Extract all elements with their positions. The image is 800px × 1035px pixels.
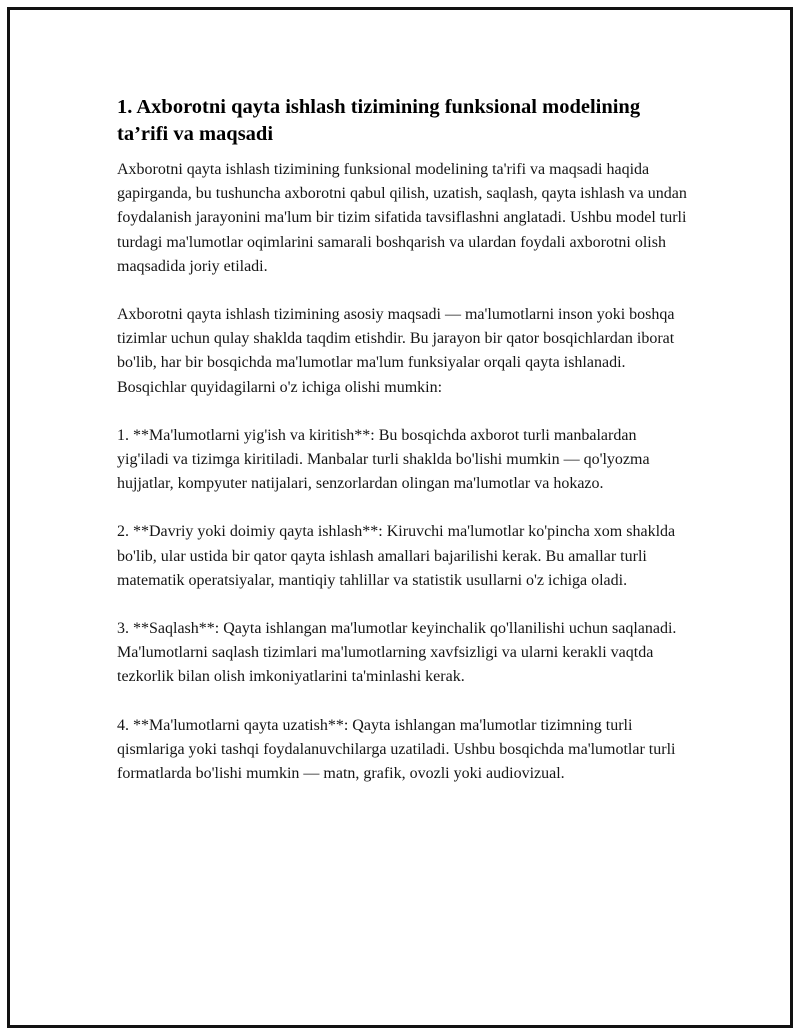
document-title: 1. Axborotni qayta ishlash tizimining funksional modelining ta’rifi va maqsadi [117,96,641,145]
paragraph-step-2: 2. **Davriy yoki doimiy qayta ishlash**: Kiruvchi ma'lumotlar ko'pincha xom shaklda bo'lib, ular ustida bir qator qayta ishlash amallari bajarilishi kerak. Bu amallar turli matematik operatsiyalar, mantiqiy tahlillar va statistik usullarni o'z ichiga oladi. [117,523,676,589]
document-body [117,94,687,810]
paragraph-step-3: 3. **Saqlash**: Qayta ishlangan ma'lumotlar keyinchalik qo'llanilishi uchun saqlanadi. Ma'lumotlarni saqlash tizimlari ma'lumotlarning xavfsizligi va ularni kerakli vaqtda tezkorlik bilan olish imkoniyatlarini ta'minlashi kerak. [117,620,677,686]
paragraph-intro: Axborotni qayta ishlash tizimining funksional modelining ta'rifi va maqsadi haqida gapirganda, bu tushuncha axborotni qabul qilish, uzatish, saqlash, qayta ishlash va undan foydalanish jarayonini ma'lum bir tizim sifatida tavsiflashni anglatadi. Ushbu model turli turdagi ma'lumotlar oqimlarini samarali boshqarish va ulardan foydali axborotni olish maqsadida joriy etiladi. [117,161,687,275]
paragraph-step-1: 1. **Ma'lumotlarni yig'ish va kiritish**: Bu bosqichda axborot turli manbalardan yig'iladi va tizimga kiritiladi. Manbalar turli shaklda bo'lishi mumkin — qo'lyozma hujjatlar, kompyuter natijalari, senzorlardan olingan ma'lumotlar va hokazo. [117,426,650,493]
paragraph-purpose: Axborotni qayta ishlash tizimining asosiy maqsadi — ma'lumotlarni inson yoki boshqa tizimlar uchun qulay shaklda taqdim etishdir. Bu jarayon bir qator bosqichlardan iborat bo'lib, har bir bosqichda ma'lumotlar ma'lum funksiyalar orqali qayta ishlanadi. Bosqichlar quyidagilarni o'z ichiga olishi mumkin: [117,306,675,396]
paragraph-step-4: 4. **Ma'lumotlarni qayta uzatish**: Qayta ishlangan ma'lumotlar tizimning turli qismlariga yoki tashqi foydalanuvchilarga uzatiladi. Ushbu bosqichda ma'lumotlar turli formatlarda bo'lishi mumkin — matn, grafik, ovozli yoki audiovizual. [117,716,676,783]
